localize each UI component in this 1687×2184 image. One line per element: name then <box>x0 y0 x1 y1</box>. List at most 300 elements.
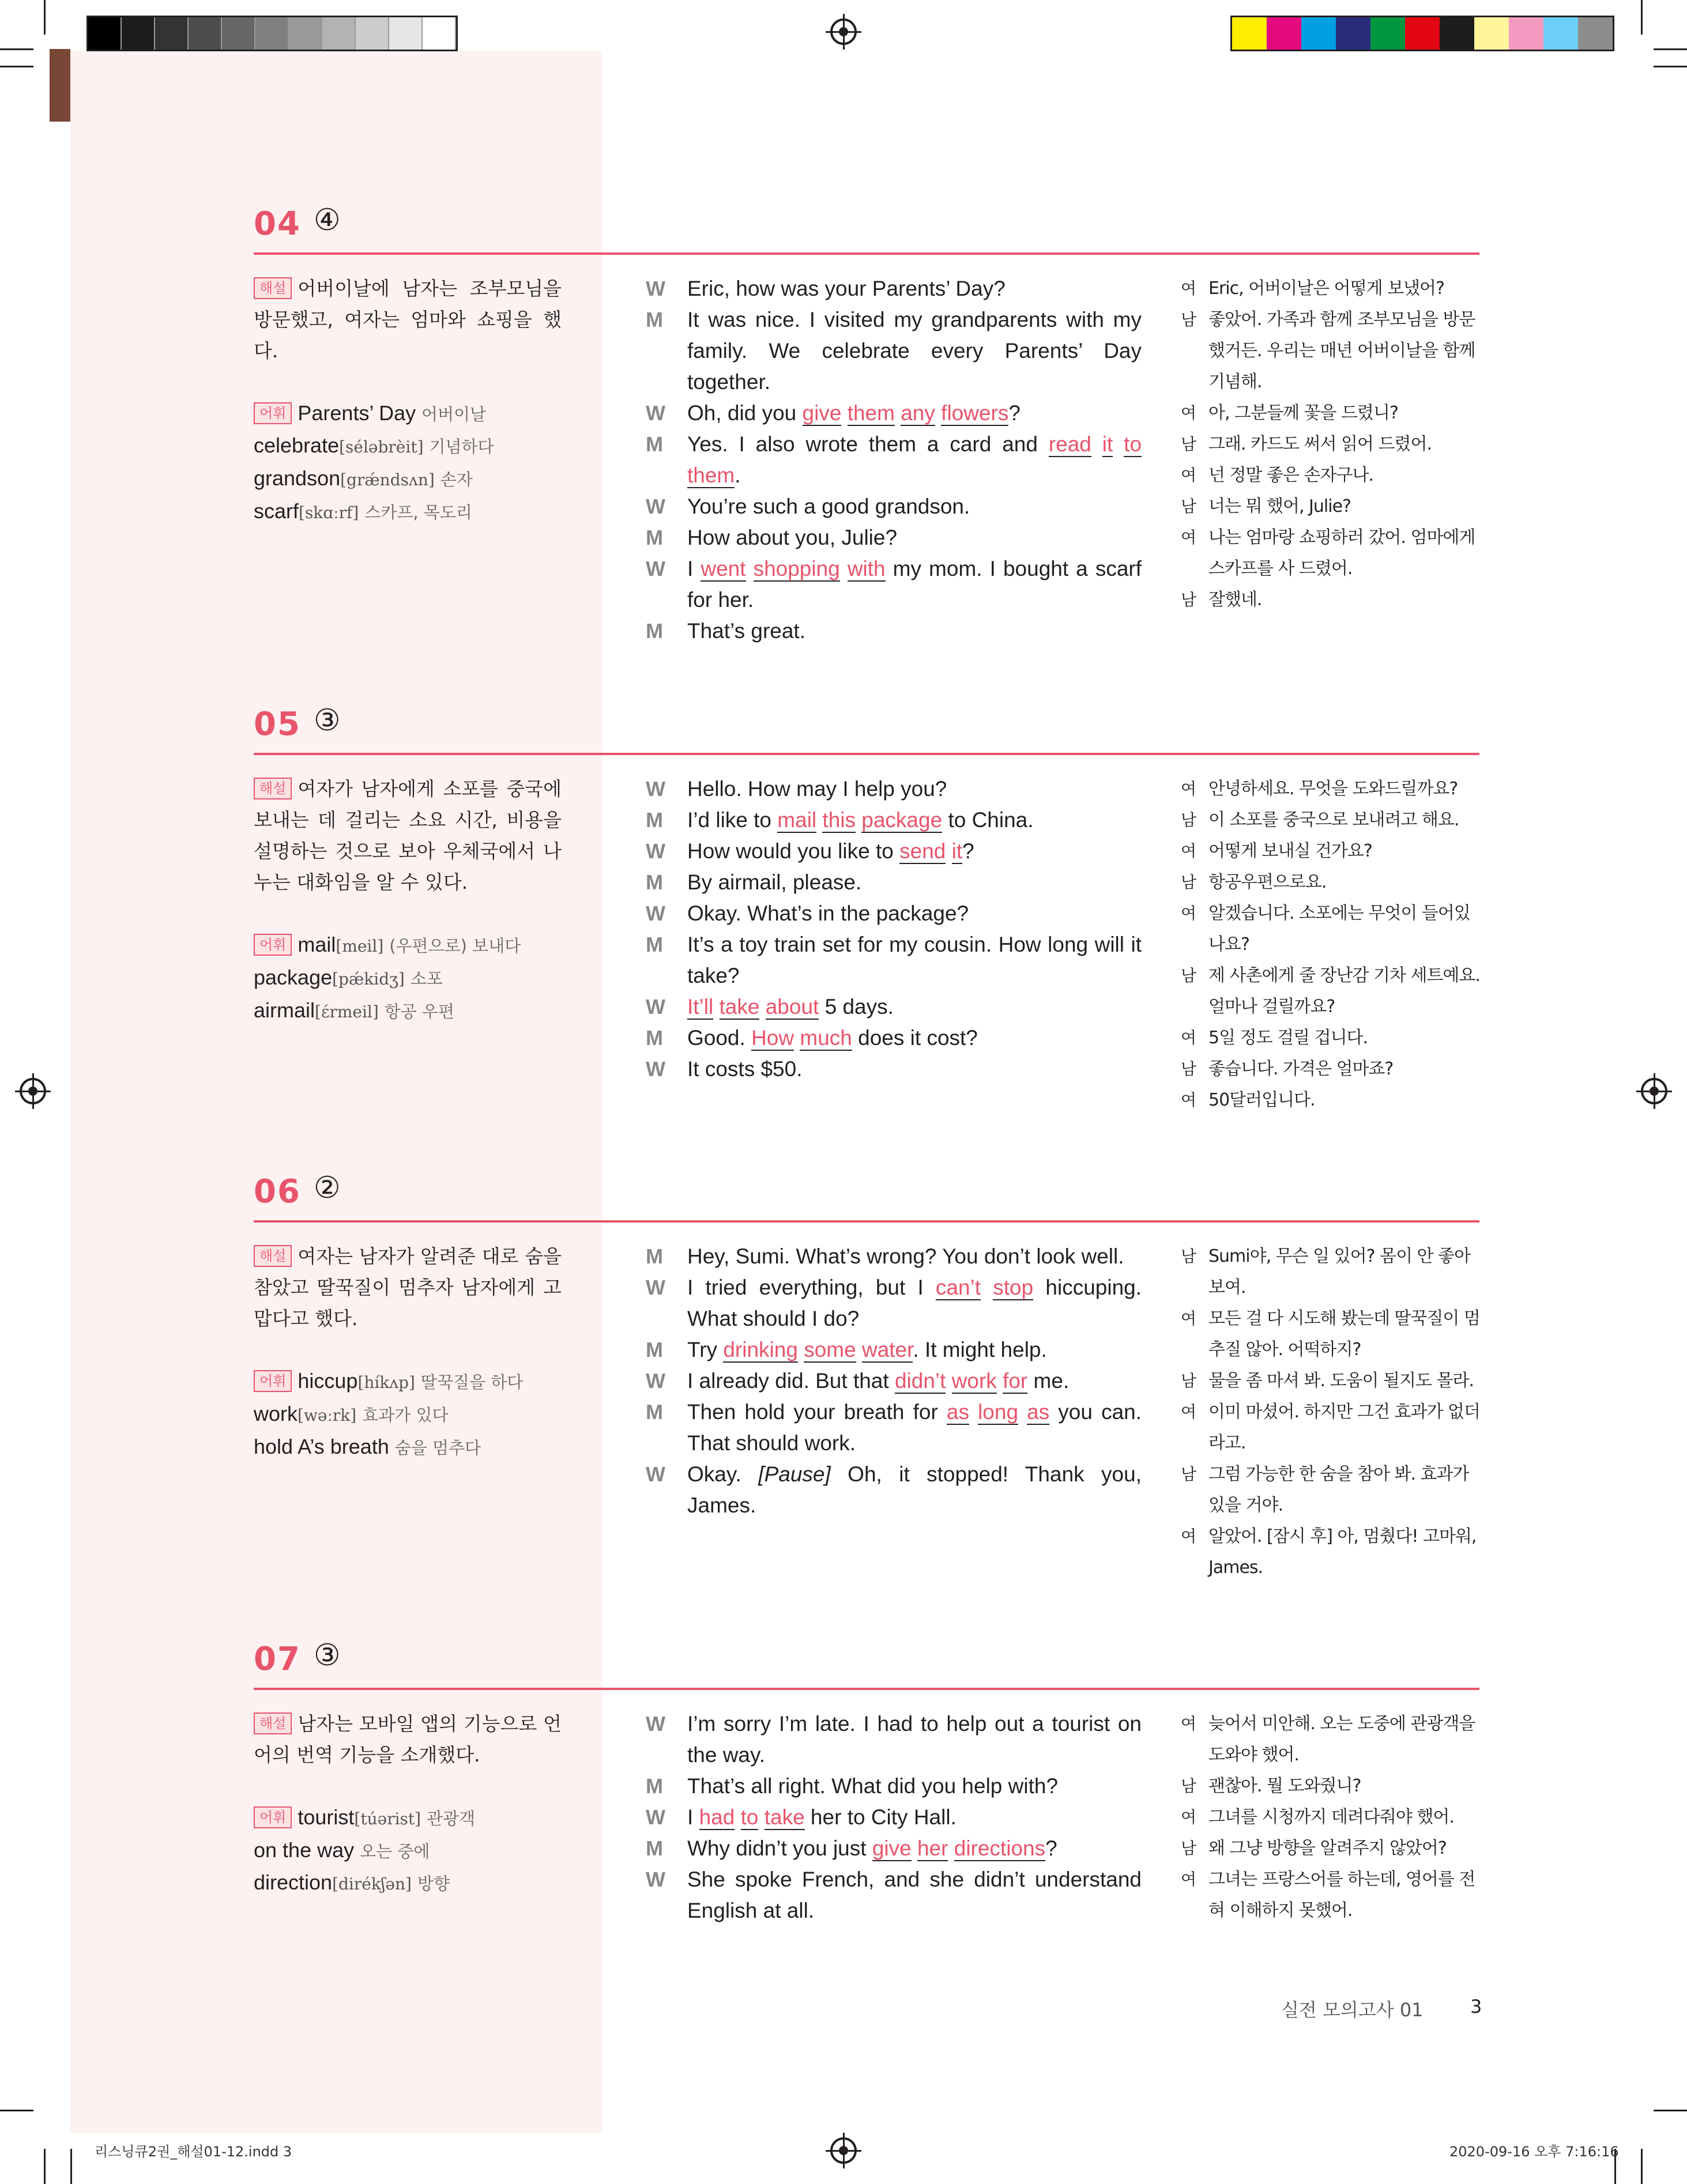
dictation-blank: long <box>978 1400 1019 1424</box>
translation-text: 물을 좀 마셔 봐. 도움이 될지도 몰라. <box>1208 1371 1474 1391</box>
translation-text: 늦어서 미안해. 오는 도중에 관광객을 도와야 했어. <box>1208 1714 1475 1765</box>
vocab-tag: 어휘 <box>254 1806 292 1828</box>
dictation-blank: to <box>740 1805 759 1829</box>
vocab-meaning: 숨을 멈추다 <box>394 1438 481 1458</box>
speaker-label: W <box>646 995 665 1019</box>
dialogue-line <box>646 1054 1142 1085</box>
vocab-pronunciation: [grǽndsʌn] <box>340 470 435 489</box>
vocab-word: hiccup <box>298 1369 358 1393</box>
translation-speaker: 여 <box>1181 1028 1196 1047</box>
answer-choice: ② <box>314 1171 341 1205</box>
gray-swatch <box>289 17 322 50</box>
gray-swatch <box>189 17 222 50</box>
section-header <box>254 1637 1479 1690</box>
dialogue-line <box>646 1272 1142 1334</box>
dialogue-line <box>646 1833 1142 1864</box>
translation-column <box>1181 1241 1481 1583</box>
dictation-blank: How <box>751 1026 794 1050</box>
dialogue-line <box>646 805 1142 836</box>
color-swatch <box>1405 17 1440 50</box>
dictation-blank: them <box>687 463 735 487</box>
section-header <box>254 1170 1479 1223</box>
dialogue-line <box>646 553 1142 616</box>
dialogue-line <box>646 1334 1142 1366</box>
dialogue-line <box>646 1864 1142 1926</box>
speaker-label: W <box>646 839 665 863</box>
explanation-text: 여자가 남자에게 소포를 중국에 보내는 데 걸리는 소요 시간, 비용을 설명하는 것으로 보아 우체국에서 나누는 대화임을 알 수 있다. <box>254 778 562 893</box>
crop-mark <box>1641 0 1643 35</box>
slug-filename: 리스닝큐2권_해설01-12.indd 3 <box>95 2144 292 2160</box>
dictation-blank: as <box>1027 1400 1050 1424</box>
dialogue-text: Good. <box>687 1026 752 1050</box>
dialogue-text <box>798 1338 804 1361</box>
dialogue-text: . It might help. <box>913 1338 1047 1361</box>
explanation-column <box>254 1708 562 1900</box>
dialogue-text: It was nice. I visited my grandparents with my family. We celebrate every Parents’ Day together. <box>687 308 1142 394</box>
translation-speaker: 남 <box>1181 1247 1196 1266</box>
translation-speaker: 여 <box>1181 842 1196 861</box>
dialogue-text: Oh, did you <box>687 401 803 425</box>
translation-speaker: 남 <box>1181 1059 1196 1078</box>
dialogue-text <box>856 1338 862 1361</box>
dictation-blank: work <box>951 1369 997 1393</box>
translation-speaker: 남 <box>1181 590 1196 609</box>
dialogue-line <box>646 836 1142 867</box>
dialogue-text <box>948 1836 954 1860</box>
speaker-label: M <box>646 870 663 894</box>
translation-text: 괜찮아. 뭘 도와줬니? <box>1208 1776 1361 1796</box>
dialogue-text: Hello. How may I help you? <box>687 777 947 801</box>
translation-speaker: 여 <box>1181 779 1196 798</box>
vocabulary-list <box>254 1366 562 1463</box>
dictation-blank: send <box>899 839 946 863</box>
registration-mark-icon <box>20 1078 46 1104</box>
dialogue-text: I’m sorry I’m late. I had to help out a tourist on the way. <box>687 1712 1142 1767</box>
dictation-blank: didn’t <box>894 1369 946 1393</box>
translation-speaker: 여 <box>1181 1714 1196 1733</box>
speaker-label: W <box>646 1057 665 1081</box>
dictation-blank: with <box>847 557 886 580</box>
vocab-pronunciation: [híkʌp] <box>357 1373 415 1392</box>
translation-speaker: 여 <box>1181 1309 1196 1328</box>
crop-mark <box>0 66 33 67</box>
translation-line <box>1181 273 1481 304</box>
translation-text: 좋았어. 가족과 함께 조부모님을 방문했거든. 우리는 매년 어버이날을 함께 기념해. <box>1208 310 1475 392</box>
dictation-blank: can’t <box>935 1276 981 1299</box>
vocab-word: celebrate <box>254 433 340 457</box>
gray-swatch <box>155 17 189 50</box>
dialogue-text: Oh, it stopped! Thank you, James. <box>687 1462 1142 1517</box>
dialogue-text: my mom. I bought a scarf for her. <box>687 557 1142 612</box>
dialogue-text: Okay. What’s in the package? <box>687 901 969 925</box>
dialogue-text: You’re such a good grandson. <box>687 495 970 518</box>
dictation-blank: give <box>872 1836 912 1860</box>
gray-swatch <box>255 17 289 50</box>
translation-line <box>1181 304 1481 398</box>
color-swatch <box>1336 17 1370 50</box>
translation-text: 잘했네. <box>1208 590 1262 610</box>
vocab-pronunciation: [skɑːrf] <box>299 503 359 522</box>
dialogue-text: How would you like to <box>687 839 900 863</box>
dialogue-text: I <box>687 1805 699 1829</box>
dictation-blank: as <box>946 1400 969 1424</box>
dialogue-line <box>646 898 1142 929</box>
dialogue-text <box>935 401 941 425</box>
dialogue-text <box>981 1276 993 1299</box>
crop-mark <box>44 0 46 35</box>
dialogue-line <box>646 867 1142 898</box>
explanation <box>254 1708 562 1771</box>
translation-speaker: 여 <box>1181 403 1196 423</box>
dictation-blank: take <box>764 1805 805 1829</box>
footer-title: 실전 모의고사 01 <box>1281 1999 1424 2021</box>
speaker-label: M <box>646 308 663 331</box>
translation-speaker: 남 <box>1181 873 1196 892</box>
explanation <box>254 1241 562 1334</box>
dialogue-text <box>912 1836 917 1860</box>
translation-line <box>1181 774 1481 805</box>
crop-mark <box>0 2110 33 2111</box>
section-header <box>254 702 1479 755</box>
crop-mark <box>1654 2110 1687 2111</box>
vocab-word: airmail <box>254 998 315 1022</box>
translation-column <box>1181 774 1481 1116</box>
translation-line <box>1181 1802 1481 1833</box>
section-header <box>254 202 1479 255</box>
dialogue-text <box>969 1400 978 1424</box>
translation-line <box>1181 1085 1481 1116</box>
gray-swatch <box>423 17 456 50</box>
dictation-blank: package <box>861 808 943 832</box>
vocab-word: direction <box>254 1870 333 1894</box>
translation-text: 그래. 카드도 써서 읽어 드렸어. <box>1208 434 1432 454</box>
translation-line <box>1181 1833 1481 1864</box>
translation-speaker: 여 <box>1181 1402 1196 1421</box>
vocab-row <box>254 1835 562 1867</box>
speaker-label: W <box>646 1462 665 1486</box>
translation-text: 제 사촌에게 줄 장난감 기차 세트예요. 얼마나 걸릴까요? <box>1208 965 1480 1017</box>
translation-speaker: 남 <box>1181 1371 1196 1390</box>
translation-speaker: 여 <box>1181 1808 1196 1827</box>
dialogue-text: you can. That should work. <box>687 1400 1142 1455</box>
translation-text: 5일 정도 걸릴 겁니다. <box>1208 1028 1368 1048</box>
translation-text: 너는 뭐 했어, Julie? <box>1208 496 1351 516</box>
explanation <box>254 273 562 367</box>
dialogue-text <box>840 557 848 580</box>
vocab-row <box>254 1867 562 1900</box>
dictation-blank: It’ll <box>687 995 714 1019</box>
translation-line <box>1181 429 1481 460</box>
corner-tab <box>50 49 70 122</box>
dialogue-text: She spoke French, and she didn’t understand English at all. <box>687 1868 1142 1922</box>
dialogue-text: does it cost? <box>852 1026 978 1050</box>
dialogue-line <box>646 491 1142 522</box>
dialogue-text: Okay. <box>687 1462 759 1486</box>
dialogue-text <box>746 557 754 580</box>
translation-text: 왜 그냥 방향을 알려주지 않았어? <box>1208 1838 1447 1858</box>
dictation-blank: take <box>719 995 760 1019</box>
gray-swatch <box>222 17 255 50</box>
dialogue-text <box>759 995 765 1019</box>
dictation-blank: some <box>804 1338 856 1361</box>
speaker-label: W <box>646 1805 665 1829</box>
vocab-word: tourist <box>298 1805 355 1829</box>
dialogue-line <box>646 304 1142 398</box>
slug-timestamp: 2020-09-16 오후 7:16:16 <box>1449 2144 1619 2160</box>
crop-mark <box>0 48 33 50</box>
dictation-blank: give <box>802 401 842 425</box>
translation-text: 좋습니다. 가격은 얼마죠? <box>1208 1059 1394 1079</box>
dialogue-text: Eric, how was your Parents’ Day? <box>687 277 1006 300</box>
vocab-meaning: 효과가 있다 <box>362 1405 449 1425</box>
dialogue-line <box>646 929 1142 991</box>
dialogue-text <box>794 1026 800 1050</box>
dialogue-text: ? <box>1008 401 1021 425</box>
translation-line <box>1181 1241 1481 1303</box>
dialogue-line <box>646 429 1142 491</box>
vocab-row <box>254 995 562 1028</box>
color-swatch <box>1267 17 1301 50</box>
translation-line <box>1181 584 1481 616</box>
explanation-text: 남자는 모바일 앱의 기능으로 언어의 번역 기능을 소개했다. <box>254 1713 562 1766</box>
stage-direction: [Pause] <box>758 1462 831 1486</box>
vocab-meaning: 오는 중에 <box>360 1842 430 1861</box>
vocab-meaning: (우편으로) 보내다 <box>389 936 521 956</box>
translation-line <box>1181 1023 1481 1054</box>
translation-line <box>1181 960 1481 1023</box>
speaker-label: M <box>646 432 663 456</box>
vocab-tag: 어휘 <box>254 402 292 424</box>
vocab-meaning: 관광객 <box>427 1809 476 1828</box>
translation-speaker: 여 <box>1181 466 1196 485</box>
vocab-row <box>254 962 562 995</box>
dialogue-text: her to City Hall. <box>804 1805 957 1829</box>
vocab-pronunciation: [meil] <box>336 937 384 956</box>
vocab-pronunciation: [séləbrèit] <box>339 437 424 457</box>
vocab-pronunciation: [túərist] <box>354 1809 421 1828</box>
speaker-label: M <box>646 1774 663 1798</box>
translation-line <box>1181 1459 1481 1521</box>
vocab-row <box>254 463 562 496</box>
translation-line <box>1181 1521 1481 1583</box>
dictation-blank: to <box>1124 432 1142 456</box>
dictation-blank: this <box>822 808 856 832</box>
dictation-blank: mail <box>777 808 817 832</box>
dictation-blank: drinking <box>723 1338 798 1361</box>
dictation-blank: had <box>699 1805 735 1829</box>
dictation-blank: read <box>1048 432 1091 456</box>
speaker-label: M <box>646 619 663 643</box>
dialogue-line <box>646 522 1142 553</box>
color-swatch <box>1440 17 1474 50</box>
speaker-label: W <box>646 777 665 801</box>
dialogue-line <box>646 1708 1142 1771</box>
dialogue-text: ? <box>1045 1836 1057 1860</box>
question-number: 05 <box>254 706 301 743</box>
translation-text: 나는 엄마랑 쇼핑하러 갔어. 엄마에게 스카프를 사 드렸어. <box>1208 527 1475 579</box>
process-color-bar <box>1230 16 1614 51</box>
dialogue-text: I tried everything, but I <box>687 1276 936 1299</box>
dialogue-text: I’d like to <box>687 808 778 832</box>
dialogue-text <box>713 995 719 1019</box>
dictation-blank: shopping <box>753 557 840 580</box>
crop-mark <box>44 2149 46 2184</box>
dictation-blank: flowers <box>941 401 1009 425</box>
dialogue-text <box>735 1805 740 1829</box>
translation-line <box>1181 1366 1481 1397</box>
dictation-blank: stop <box>993 1276 1034 1299</box>
speaker-label: W <box>646 277 665 300</box>
dialogue-text: That’s all right. What did you help with? <box>687 1774 1059 1798</box>
dialogue-text <box>856 808 861 832</box>
speaker-label: M <box>646 1026 663 1050</box>
dialogue-text: me. <box>1027 1369 1070 1393</box>
dialogue-text <box>946 839 951 863</box>
translation-text: 넌 정말 좋은 손자구나. <box>1208 465 1373 485</box>
vocab-row <box>254 496 562 529</box>
translation-speaker: 여 <box>1181 1091 1196 1110</box>
translation-text: 그녀는 프랑스어를 하는데, 영어를 전혀 이해하지 못했어. <box>1208 1869 1475 1921</box>
dialogue-text: Yes. I also wrote them a card and <box>687 432 1049 456</box>
explanation-tag: 해설 <box>254 778 292 799</box>
speaker-label: W <box>646 401 665 425</box>
translation-line <box>1181 1864 1481 1926</box>
vocab-meaning: 항공 우편 <box>384 1002 455 1021</box>
vocab-row <box>254 1366 562 1398</box>
gray-swatch <box>356 17 389 50</box>
dialogue-text <box>1091 432 1102 456</box>
dialogue-text: Why didn’t you just <box>687 1836 872 1860</box>
speaker-label: W <box>646 1712 665 1736</box>
translation-line <box>1181 1708 1481 1771</box>
registration-mark-icon <box>1641 1078 1667 1104</box>
dialogue-line <box>646 616 1142 647</box>
vocab-meaning: 어버이날 <box>421 405 487 424</box>
vocab-word: Parents’ Day <box>298 401 416 425</box>
dialogue-text: 5 days. <box>819 995 894 1019</box>
dictation-blank: directions <box>954 1836 1046 1860</box>
vocab-meaning: 방향 <box>417 1874 450 1893</box>
dialogue-text: . <box>735 463 741 487</box>
answer-choice: ③ <box>314 1638 341 1673</box>
translation-text: 어떻게 보내실 건가요? <box>1208 841 1372 861</box>
translation-speaker: 여 <box>1181 279 1196 298</box>
dialogue-text: It’s a toy train set for my cousin. How long will it take? <box>687 933 1142 987</box>
translation-text: 그녀를 시청까지 데려다줘야 했어. <box>1208 1807 1454 1827</box>
vocab-meaning: 스카프, 목도리 <box>364 503 472 522</box>
dialogue-text: hiccuping. What should I do? <box>687 1276 1142 1330</box>
speaker-label: W <box>646 901 665 925</box>
vocab-word: grandson <box>254 466 341 490</box>
color-swatch <box>1232 17 1267 50</box>
dictation-blank: water <box>861 1338 913 1361</box>
dialogue-text: That’s great. <box>687 619 805 643</box>
translation-line <box>1181 1771 1481 1802</box>
explanation-tag: 해설 <box>254 1245 292 1267</box>
vocab-row <box>254 1802 562 1835</box>
answer-choice: ③ <box>314 703 341 738</box>
translation-speaker: 여 <box>1181 904 1196 923</box>
dialogue-line <box>646 1802 1142 1833</box>
dialogue-line <box>646 774 1142 805</box>
dialogue-line <box>646 273 1142 304</box>
explanation-text: 여자는 남자가 알려준 대로 숨을 참았고 딸꾹질이 멈추자 남자에게 고맙다고 했다. <box>254 1245 562 1330</box>
color-swatch <box>1509 17 1543 50</box>
translation-text: 50달러입니다. <box>1208 1090 1315 1110</box>
speaker-label: W <box>646 1276 665 1299</box>
vocab-row <box>254 1431 562 1463</box>
translation-text: Sumi야, 무슨 일 있어? 몸이 안 좋아 보여. <box>1208 1246 1471 1297</box>
dialogue-text: By airmail, please. <box>687 870 862 894</box>
vocab-row <box>254 398 562 430</box>
dialogue-line <box>646 1366 1142 1397</box>
dictation-blank: her <box>917 1836 948 1860</box>
gray-swatch <box>88 17 122 50</box>
dialogue-text: Hey, Sumi. What’s wrong? You don’t look well. <box>687 1244 1124 1268</box>
color-swatch <box>1543 17 1578 50</box>
explanation-text: 어버이날에 남자는 조부모님을 방문했고, 여자는 엄마와 쇼핑을 했다. <box>254 277 562 362</box>
translation-text: 알았어. [잠시 후] 아, 멈췄다! 고마워, James. <box>1208 1526 1477 1578</box>
translation-line <box>1181 836 1481 867</box>
translation-line <box>1181 1303 1481 1366</box>
gray-swatch <box>122 17 155 50</box>
vocab-tag: 어휘 <box>254 1370 292 1392</box>
vocab-pronunciation: [pǽkidʒ] <box>332 970 405 989</box>
translation-speaker: 남 <box>1181 966 1196 985</box>
dialogue-line <box>646 1241 1142 1272</box>
translation-line <box>1181 1054 1481 1085</box>
dialogue-text: I <box>687 557 701 580</box>
vocab-word: work <box>254 1402 298 1425</box>
question-number: 07 <box>254 1640 301 1678</box>
translation-text: 그럼 가능한 한 숨을 참아 봐. 효과가 있을 거야. <box>1208 1464 1469 1515</box>
crop-mark <box>70 2149 72 2184</box>
dialogue-line <box>646 1459 1142 1521</box>
crop-mark <box>1654 66 1687 67</box>
color-swatch <box>1578 17 1613 50</box>
vocab-row <box>254 430 562 463</box>
gray-swatch <box>389 17 423 50</box>
dictation-blank: it <box>1102 432 1113 456</box>
vocabulary-list <box>254 929 562 1028</box>
translation-speaker: 여 <box>1181 1870 1196 1889</box>
translation-speaker: 남 <box>1181 1465 1196 1484</box>
translation-line <box>1181 460 1481 491</box>
dialogue-text: How about you, Julie? <box>687 526 898 549</box>
dialogue-text: I already did. But that <box>687 1369 895 1393</box>
grayscale-color-bar <box>86 16 458 51</box>
translation-text: 이미 마셨어. 하지만 그건 효과가 없더라고. <box>1208 1402 1480 1453</box>
dialogue-line <box>646 1023 1142 1054</box>
speaker-label: W <box>646 557 665 580</box>
translation-column <box>1181 273 1481 616</box>
speaker-label: M <box>646 933 663 956</box>
dialogue-text <box>816 808 822 832</box>
vocab-row <box>254 929 562 962</box>
color-swatch <box>1301 17 1336 50</box>
translation-line <box>1181 867 1481 898</box>
dialogue-text <box>1113 432 1124 456</box>
dialogue-text: Try <box>687 1338 724 1361</box>
vocab-word: package <box>254 965 333 989</box>
dialogue-line <box>646 398 1142 429</box>
dialogue-text <box>758 1805 764 1829</box>
translation-text: 이 소포를 중국으로 보내려고 해요. <box>1208 810 1459 830</box>
dictation-blank: them <box>847 401 895 425</box>
speaker-label: W <box>646 1868 665 1891</box>
translation-line <box>1181 898 1481 960</box>
page-number: 3 <box>1470 1996 1482 2017</box>
